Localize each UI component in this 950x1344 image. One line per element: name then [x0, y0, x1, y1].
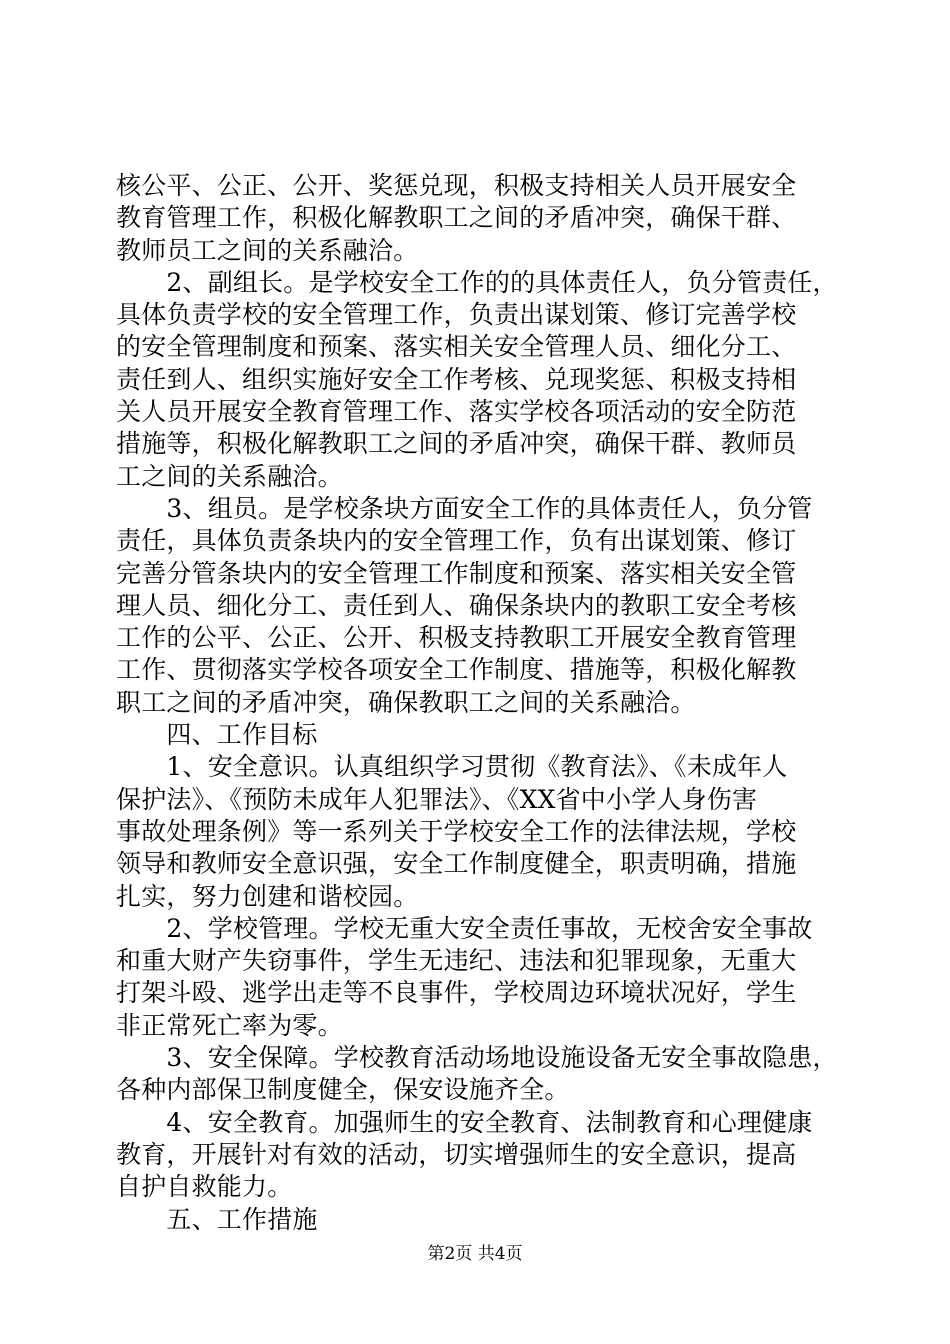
text-line: 扎实，努力创建和谐校园。 — [116, 881, 419, 911]
text-line: 具体负责学校的安全管理工作，负责出谋划策、修订完善学校 — [116, 300, 797, 330]
page-number-footer: 第2页 共4页 — [427, 1244, 523, 1264]
section-heading: 五、工作措施 — [116, 1204, 318, 1234]
text-line: 2、学校管理。学校无重大安全责任事故，无校舍安全事故 — [116, 913, 813, 943]
text-line: 非正常死亡率为零。 — [116, 1010, 343, 1040]
text-line: 1、安全意识。认真组织学习贯彻《教育法》、《未成年人 — [116, 752, 788, 782]
text-line: 教师员工之间的关系融洽。 — [116, 235, 419, 265]
text-line: 4、安全教育。加强师生的安全教育、法制教育和心理健康 — [116, 1107, 813, 1137]
text-line: 工作、贯彻落实学校各项安全工作制度、措施等，积极化解教 — [116, 655, 797, 685]
text-line: 责任到人、组织实施好安全工作考核、兑现奖惩、积极支持相 — [116, 364, 797, 394]
text-line: 教育管理工作，积极化解教职工之间的矛盾冲突，确保干群、 — [116, 203, 797, 233]
section-heading: 四、工作目标 — [116, 720, 318, 750]
text-line: 3、组员。是学校条块方面安全工作的具体责任人，负分管 — [116, 493, 813, 523]
text-line: 关人员开展安全教育管理工作、落实学校各项活动的安全防范 — [116, 397, 797, 427]
text-line: 的安全管理制度和预案、落实相关安全管理人员、细化分工、 — [116, 332, 797, 362]
text-line: 自护自救能力。 — [116, 1172, 293, 1202]
text-line: 3、安全保障。学校教育活动场地设施设备无安全事故隐患， — [116, 1043, 838, 1073]
text-line: 打架斗殴、逃学出走等不良事件，学校周边环境状况好，学生 — [116, 978, 797, 1008]
text-line: 教育，开展针对有效的活动，切实增强师生的安全意识，提高 — [116, 1139, 797, 1169]
document-body — [116, 170, 844, 1236]
text-line: 领导和教师安全意识强，安全工作制度健全，职责明确，措施 — [116, 849, 797, 879]
text-line: 责任，具体负责条块内的安全管理工作，负有出谋划策、修订 — [116, 526, 797, 556]
text-line: 理人员、细化分工、责任到人、确保条块内的教职工安全考核 — [116, 590, 797, 620]
text-line: 和重大财产失窃事件，学生无违纪、违法和犯罪现象，无重大 — [116, 946, 797, 976]
text-line: 事故处理条例》等一系列关于学校安全工作的法律法规，学校 — [116, 816, 797, 846]
text-line: 核公平、公正、公开、奖惩兑现，积极支持相关人员开展安全 — [116, 171, 797, 200]
text-line: 各种内部保卫制度健全，保安设施齐全。 — [116, 1075, 570, 1105]
text-line: 职工之间的矛盾冲突，确保教职工之间的关系融洽。 — [116, 687, 696, 717]
text-line: 措施等，积极化解教职工之间的矛盾冲突，确保干群、教师员 — [116, 429, 797, 459]
text-line: 工之间的关系融洽。 — [116, 461, 343, 491]
text-line: 完善分管条块内的安全管理工作制度和预案、落实相关安全管 — [116, 558, 797, 588]
text-line: 保护法》、《预防未成年人犯罪法》、《XX省中小学人身伤害 — [116, 784, 758, 814]
text-line: 2、副组长。是学校安全工作的的具体责任人，负分管责任， — [116, 267, 838, 297]
text-line: 工作的公平、公正、公开、积极支持教职工开展安全教育管理 — [116, 623, 797, 653]
